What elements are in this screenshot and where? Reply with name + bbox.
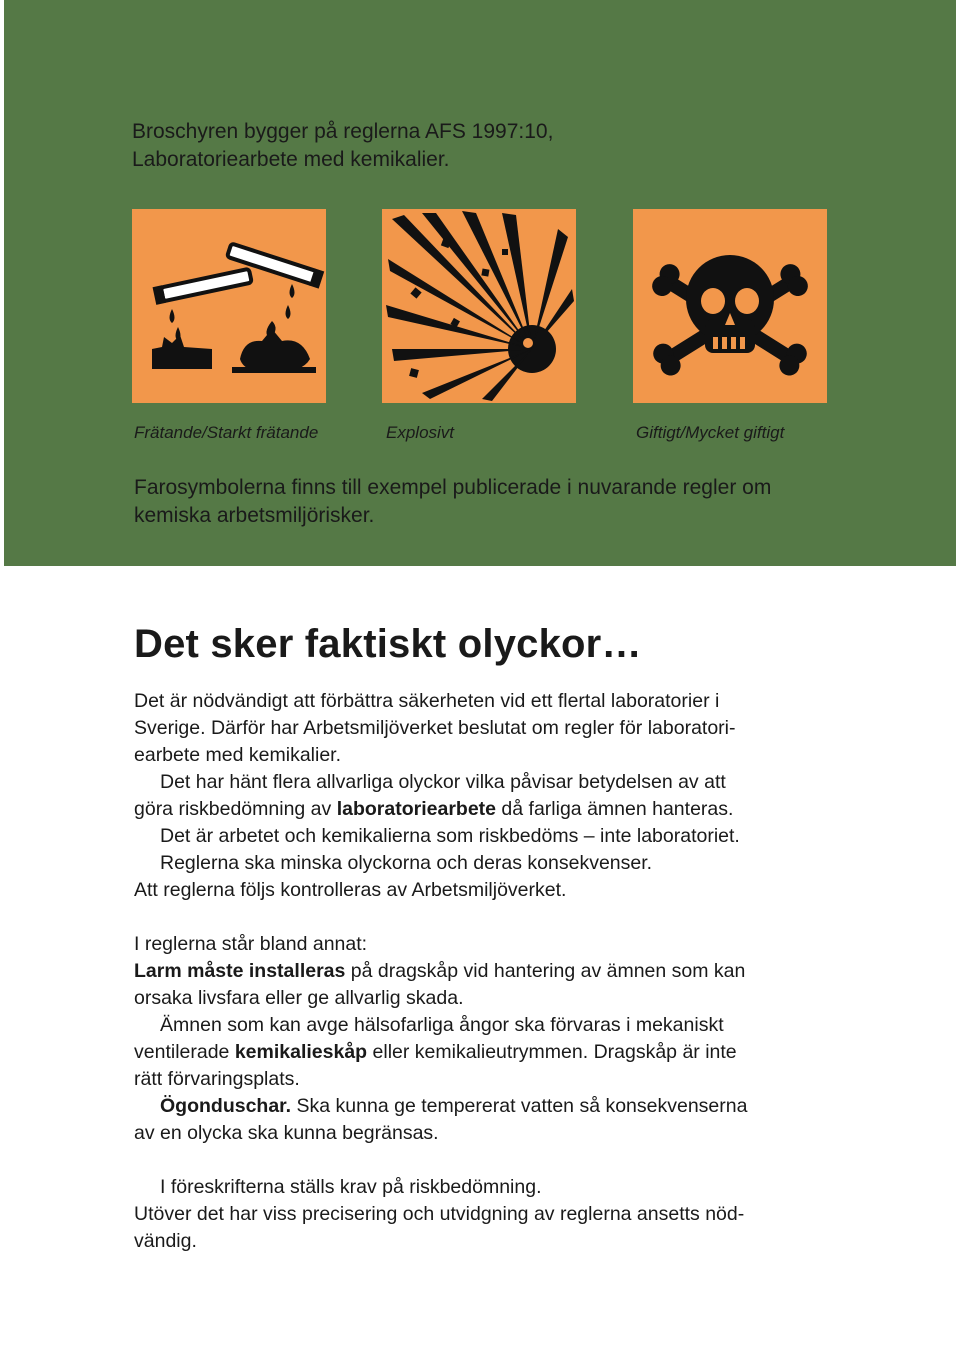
body-line: Det är arbetet och kemikalierna som riskbedöms – inte laboratoriet. [160, 825, 740, 847]
body-line: Utöver det har viss precisering och utvidgning av reglerna ansetts nöd- [134, 1203, 745, 1225]
body-line: earbete med kemikalier. [134, 744, 342, 766]
corrosive-icon [132, 209, 326, 403]
bold-term: Larm måste installeras [134, 960, 346, 982]
note-line: kemiska arbetsmiljörisker. [134, 504, 375, 527]
symbol-caption: Giftigt/Mycket giftigt [636, 423, 785, 442]
bold-term: kemikalieskåp [234, 1041, 368, 1063]
body-line [134, 958, 834, 985]
symbol-caption: Explosivt [386, 423, 455, 442]
body-line: Sverige. Därför har Arbetsmiljöverket beslutat om regler för laboratori- [134, 717, 736, 739]
body-line [134, 1093, 834, 1120]
rules-intro: I reglerna står bland annat: [134, 933, 368, 955]
body-line: Att reglerna följs kontrolleras av Arbetsmiljöverket. [134, 879, 567, 901]
text-span: eller kemikalieutrymmen. Dragskåp är inte [367, 1041, 737, 1063]
body-line: vändig. [134, 1230, 197, 1252]
text-span: på dragskåp vid hantering av ämnen som kan [345, 960, 746, 982]
skull-crossbones-icon [633, 209, 827, 403]
body-line: I föreskrifterna ställs krav på riskbedömning. [160, 1176, 542, 1198]
note-line: Farosymbolerna finns till exempel publicerade i nuvarande regler om [134, 476, 772, 499]
body-line [134, 796, 834, 823]
body-line: Ämnen som kan avge hälsofarliga ångor ska förvaras i mekaniskt [160, 1014, 724, 1036]
explosive-icon [382, 209, 576, 403]
body-line [134, 1039, 834, 1066]
text-span: göra riskbedömning av [134, 798, 337, 820]
hazard-symbol-toxic [633, 209, 827, 403]
symbols-note [134, 474, 824, 530]
symbol-caption: Frätande/Starkt frätande [134, 423, 319, 442]
text-span: då farliga ämnen hanteras. [496, 798, 734, 820]
body-line: orsaka livsfara eller ge allvarlig skada. [134, 987, 464, 1009]
body-line: Det är nödvändigt att förbättra säkerheten vid ett flertal laboratorier i [134, 690, 720, 712]
page-title: Det sker faktiskt olyckor… [134, 622, 642, 666]
main-content [134, 614, 834, 1255]
intro-line: Laboratoriearbete med kemikalier. [132, 148, 450, 171]
hazard-symbol-explosive [382, 209, 576, 403]
bold-term: Ögonduschar. [160, 1095, 292, 1117]
body-line: av en olycka ska kunna begränsas. [134, 1122, 439, 1144]
text-span: Ska kunna ge tempererat vatten så konsekvenserna [291, 1095, 748, 1117]
spacer [134, 904, 834, 931]
hazard-symbol-corrosive [132, 209, 326, 403]
body-line: Reglerna ska minska olyckorna och deras konsekvenser. [160, 852, 653, 874]
spacer [134, 1147, 834, 1174]
body-line: rätt förvaringsplats. [134, 1068, 300, 1090]
text-span: ventilerade [134, 1041, 235, 1063]
intro-text [132, 118, 553, 174]
body-line: Det har hänt flera allvarliga olyckor vilka påvisar betydelsen av att [160, 771, 726, 793]
bold-term: laboratoriearbete [336, 798, 497, 820]
intro-line: Broschyren bygger på reglerna AFS 1997:10, [132, 120, 554, 143]
